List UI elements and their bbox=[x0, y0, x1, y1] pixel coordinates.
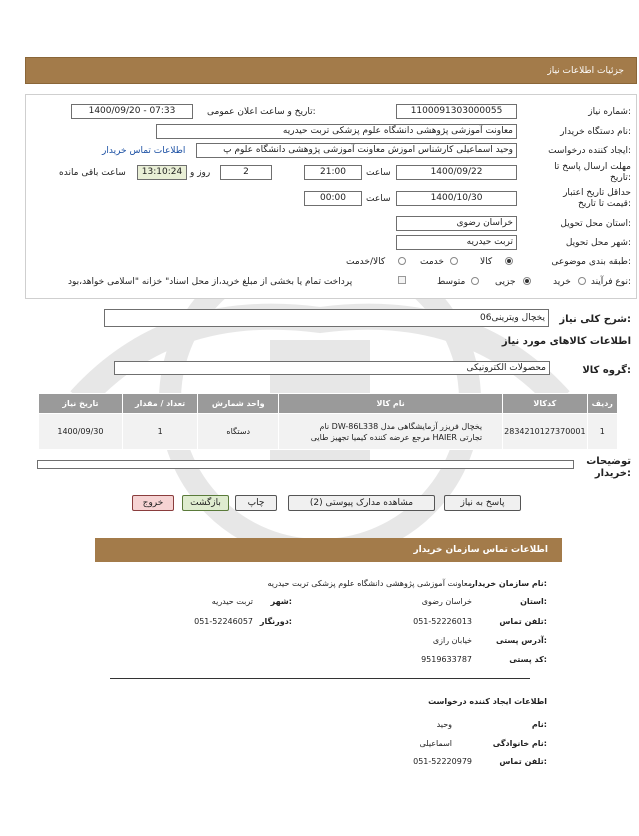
need-number-field: 1100091303000055 bbox=[396, 104, 517, 119]
city-field: تربت حیدریه bbox=[396, 235, 517, 250]
cell-name: یخچال فریزر آزمایشگاهی مدل DW-86L338 نام تجارتی HAIER مرجع عرضه کننده کیمیا تجهیز طایی bbox=[279, 414, 503, 450]
payment-note: پرداخت تمام یا بخشی از مبلغ خرید،از محل اسناد" خزانه "اسلامی خواهد،بود bbox=[68, 277, 353, 287]
cell-qty: 1 bbox=[122, 414, 197, 450]
creator-first-name: وحید bbox=[436, 720, 452, 729]
creator-title: اطلاعات ایجاد کننده درخواست bbox=[428, 697, 547, 706]
contact-city-label: شهر: bbox=[270, 597, 292, 606]
deadline-label: مهلت ارسال پاسخ تا تاریخ: bbox=[554, 162, 631, 183]
process-radio-buy[interactable] bbox=[578, 277, 586, 285]
print-button[interactable]: چاپ bbox=[235, 495, 277, 511]
contact-postal: 9519633787 bbox=[421, 655, 472, 664]
province-field: خراسان رضوی bbox=[396, 216, 517, 231]
remaining-label: ساعت باقی مانده bbox=[59, 168, 126, 178]
creator-last-name-label: نام خانوادگی: bbox=[492, 739, 547, 748]
contact-fax: 051-52246057 bbox=[194, 617, 253, 626]
category-radio-both[interactable] bbox=[398, 257, 406, 265]
buyer-org-label: نام دستگاه خریدار: bbox=[560, 127, 631, 137]
deadline-date-field: 1400/09/22 bbox=[396, 165, 517, 180]
goods-title: اطلاعات کالاهای مورد نیاز bbox=[501, 336, 631, 347]
contact-divider bbox=[110, 678, 530, 679]
items-table bbox=[38, 393, 618, 450]
contact-city: تربت حیدریه bbox=[211, 597, 253, 606]
requester-label: ایجاد کننده درخواست: bbox=[548, 146, 631, 156]
days-label: روز و bbox=[190, 168, 211, 178]
contact-header bbox=[95, 538, 562, 562]
category-radio-service[interactable] bbox=[450, 257, 458, 265]
buyer-org-field: معاونت آموزشی پژوهشی دانشگاه علوم پزشکی تربت حیدریه bbox=[156, 124, 517, 139]
contact-buyer-name-label: نام سازمان خریدار: bbox=[470, 579, 547, 588]
payment-checkbox[interactable] bbox=[398, 276, 406, 284]
contact-phone: 051-52226013 bbox=[413, 617, 472, 626]
validity-label: حداقل تاریخ اعتبار قیمت تا تاریخ: bbox=[563, 188, 631, 209]
need-number-label: شماره نیاز: bbox=[588, 107, 631, 117]
announce-label: تاریخ و ساعت اعلان عمومی: bbox=[207, 107, 316, 117]
validity-date-field: 1400/10/30 bbox=[396, 191, 517, 206]
buyer-contact-link[interactable]: اطلاعات تماس خریدار bbox=[102, 146, 186, 156]
validity-time-field: 00:00 bbox=[304, 191, 362, 206]
header-title: جزئیات اطلاعات نیاز bbox=[547, 66, 624, 76]
table-row bbox=[39, 414, 618, 450]
contact-buyer-name: معاونت آموزشی پژوهشی دانشگاه علوم پزشکی تربت حیدریه bbox=[267, 579, 472, 588]
col-date: تاریخ نیاز bbox=[39, 394, 123, 414]
process-option-partial: جزیی bbox=[495, 277, 516, 287]
days-field: 2 bbox=[220, 165, 272, 180]
deadline-time-label: ساعت bbox=[366, 168, 391, 178]
contact-address-label: آدرس پستی: bbox=[496, 636, 547, 645]
creator-phone: 051-52220979 bbox=[413, 757, 472, 766]
exit-button[interactable]: خروج bbox=[132, 495, 174, 511]
col-code: کدکالا bbox=[503, 394, 587, 414]
province-label: استان محل تحویل: bbox=[560, 219, 631, 229]
col-unit: واحد شمارش bbox=[198, 394, 279, 414]
contact-province-label: استان: bbox=[520, 597, 547, 606]
process-option-medium: متوسط bbox=[437, 277, 466, 287]
page-header bbox=[25, 57, 637, 84]
group-field: محصولات الکترونیکی bbox=[114, 361, 550, 375]
process-radio-partial[interactable] bbox=[523, 277, 531, 285]
buyer-notes-label: توضیحات خریدار: bbox=[586, 456, 631, 479]
city-label: شهر محل تحویل: bbox=[565, 238, 631, 248]
contact-title: اطلاعات تماس سازمان خریدار bbox=[413, 545, 548, 555]
requester-field: وحید اسماعیلی کارشناس اموزش معاونت آموزشی پژوهشی دانشگاه علوم پ bbox=[196, 143, 517, 158]
process-radio-medium[interactable] bbox=[471, 277, 479, 285]
category-radio-goods[interactable] bbox=[505, 257, 513, 265]
cell-row: 1 bbox=[587, 414, 617, 450]
creator-phone-label: تلفن تماس: bbox=[499, 757, 547, 766]
contact-province: خراسان رضوی bbox=[421, 597, 472, 606]
category-option-service: خدمت bbox=[420, 257, 444, 267]
cell-date: 1400/09/30 bbox=[39, 414, 123, 450]
process-option-buy: خرید bbox=[553, 277, 571, 287]
deadline-time-field: 21:00 bbox=[304, 165, 362, 180]
creator-last-name: اسماعیلی bbox=[419, 739, 452, 748]
validity-time-label: ساعت bbox=[366, 194, 391, 204]
col-row: ردیف bbox=[587, 394, 617, 414]
attachments-button[interactable]: مشاهده مدارک پیوستی (2) bbox=[288, 495, 435, 511]
col-name: نام کالا bbox=[279, 394, 503, 414]
creator-first-name-label: نام: bbox=[531, 720, 547, 729]
reply-button[interactable]: پاسخ به نیاز bbox=[444, 495, 521, 511]
contact-phone-label: تلفن تماس: bbox=[499, 617, 547, 626]
category-label: طبقه بندی موضوعی: bbox=[551, 257, 631, 267]
back-button[interactable]: بازگشت bbox=[182, 495, 229, 511]
remaining-time-field: 13:10:24 bbox=[137, 165, 187, 180]
contact-fax-label: دورنگار: bbox=[259, 617, 292, 626]
contact-postal-label: کد پستی: bbox=[509, 655, 547, 664]
contact-address: خیابان رازی bbox=[432, 636, 472, 645]
category-option-both: کالا/خدمت bbox=[346, 257, 386, 267]
summary-label: شرح کلی نیاز: bbox=[559, 314, 631, 325]
col-qty: تعداد / مقدار bbox=[122, 394, 197, 414]
summary-field: یخچال ویترینی06 bbox=[104, 309, 549, 327]
cell-code: 2834210127370001 bbox=[503, 414, 587, 450]
process-label: نوع فرآیند: bbox=[590, 277, 631, 287]
announce-field: 1400/09/20 - 07:33 bbox=[71, 104, 193, 119]
cell-unit: دستگاه bbox=[198, 414, 279, 450]
category-option-goods: کالا bbox=[480, 257, 493, 267]
buyer-notes-field bbox=[37, 460, 574, 469]
group-label: گروه کالا: bbox=[582, 365, 631, 376]
